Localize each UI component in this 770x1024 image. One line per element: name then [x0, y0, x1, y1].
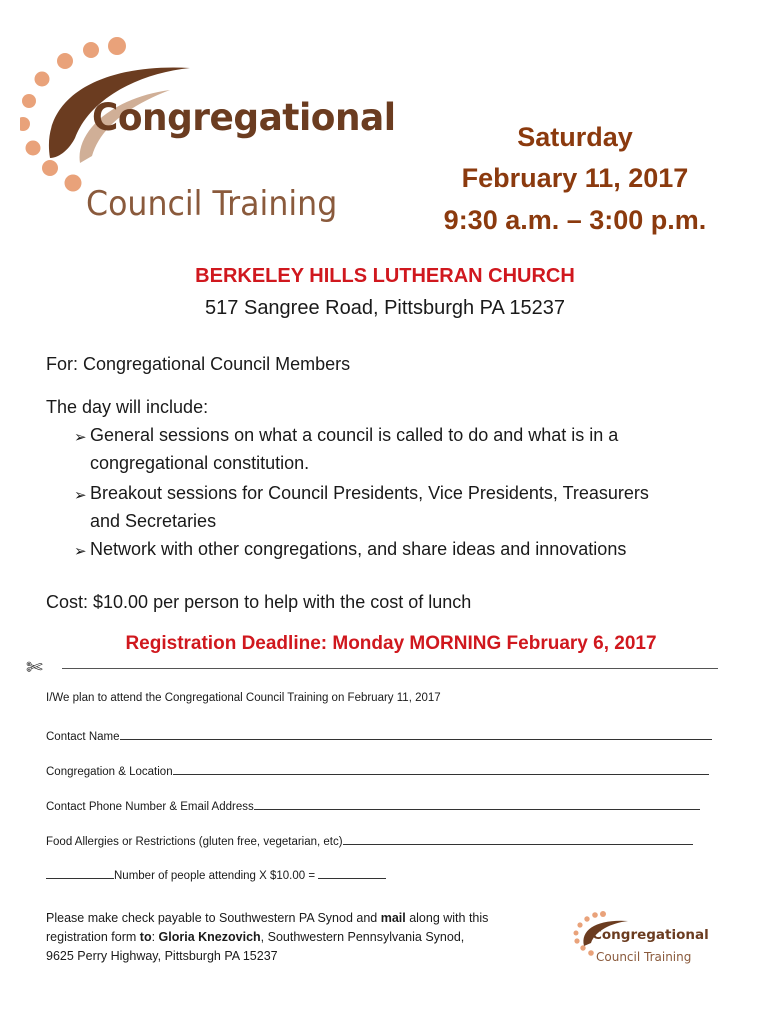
- event-date: February 11, 2017: [461, 163, 689, 193]
- agenda-intro: The day will include:: [46, 397, 209, 417]
- church-name: BERKELEY HILLS LUTHERAN CHURCH: [195, 265, 575, 287]
- footer-text: Please make check payable to Southwestern PA Synod and: [46, 911, 381, 925]
- attendee-count-field[interactable]: [46, 866, 114, 879]
- event-day: Saturday: [517, 122, 633, 152]
- cost-line: Cost: $10.00 per person to help with the cost of lunch: [46, 592, 472, 612]
- footer-line-2: [46, 930, 464, 944]
- phone-email-label: Contact Phone Number & Email Address: [46, 801, 254, 813]
- allergies-row: [46, 832, 693, 848]
- attending-label: Number of people attending X $10.00 =: [114, 870, 316, 882]
- footer-line-1: [46, 911, 488, 925]
- footer-text-bold: to: [139, 930, 152, 944]
- bullet-arrow-icon: ➢: [74, 429, 87, 446]
- agenda-item-1-line-1: General sessions on what a council is called to do and what is in a: [90, 425, 619, 445]
- contact-name-field[interactable]: [120, 727, 712, 740]
- footer-text: :: [151, 930, 159, 944]
- agenda-item-1-line-2: congregational constitution.: [90, 453, 310, 473]
- contact-name-label: Contact Name: [46, 731, 120, 743]
- small-logo-subtitle: Council Training: [596, 950, 692, 964]
- phone-email-row: [46, 797, 700, 813]
- agenda-item-2-line-1: Breakout sessions for Council Presidents, Vice Presidents, Treasurers: [90, 483, 649, 503]
- logo-title: Congregational: [92, 96, 396, 139]
- church-address: 517 Sangree Road, Pittsburgh PA 15237: [205, 297, 565, 319]
- form-intro: I/We plan to attend the Congregational Council Training on February 11, 2017: [46, 692, 441, 704]
- agenda-item-2-line-2: and Secretaries: [90, 511, 217, 531]
- agenda-item-3-line-1: Network with other congregations, and share ideas and innovations: [90, 539, 627, 559]
- footer-text: along with this: [405, 911, 489, 925]
- recipient-name: Gloria Knezovich: [158, 930, 261, 944]
- congregation-row: [46, 762, 709, 778]
- small-logo-title: Congregational: [592, 927, 709, 943]
- registration-deadline: Registration Deadline: Monday MORNING February 6, 2017: [125, 633, 657, 654]
- logo-subtitle: Council Training: [86, 184, 338, 224]
- congregation-label: Congregation & Location: [46, 766, 173, 778]
- footer-line-3: 9625 Perry Highway, Pittsburgh PA 15237: [46, 949, 278, 963]
- phone-email-field[interactable]: [254, 797, 700, 810]
- allergies-field[interactable]: [343, 832, 693, 845]
- footer-text: registration form: [46, 930, 140, 944]
- allergies-label: Food Allergies or Restrictions (gluten free, vegetarian, etc): [46, 836, 343, 848]
- audience-line: For: Congregational Council Members: [46, 354, 351, 374]
- bullet-arrow-icon: ➢: [74, 487, 87, 504]
- congregation-field[interactable]: [173, 762, 709, 775]
- scissors-icon: ✄: [26, 657, 43, 679]
- attending-row: [46, 866, 386, 882]
- event-time: 9:30 a.m. – 3:00 p.m.: [443, 205, 707, 235]
- footer-text: , Southwestern Pennsylvania Synod,: [260, 930, 465, 944]
- total-amount-field[interactable]: [318, 866, 386, 879]
- contact-name-row: [46, 727, 712, 743]
- footer-text-bold: mail: [380, 911, 406, 925]
- cut-line-divider: [62, 668, 718, 669]
- bullet-arrow-icon: ➢: [74, 543, 87, 560]
